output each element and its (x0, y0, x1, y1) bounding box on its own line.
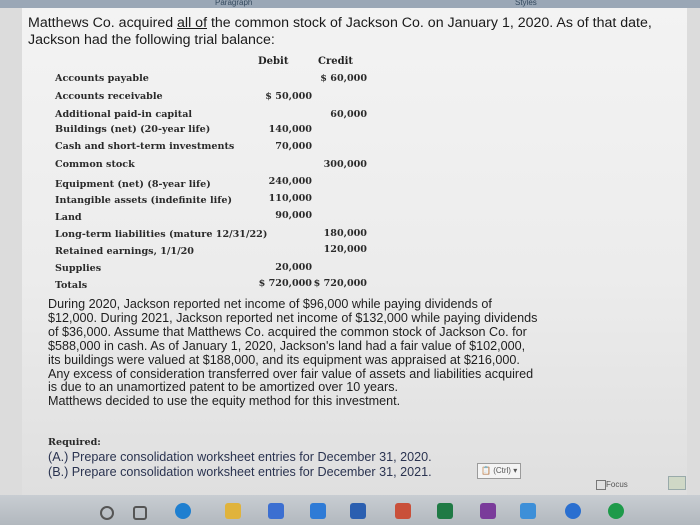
ribbon-edge (0, 0, 700, 8)
view-layout-icon[interactable] (668, 476, 686, 490)
taskbar (0, 495, 700, 525)
credit-header: Credit (318, 56, 353, 67)
chrome-icon[interactable] (608, 503, 624, 519)
clipboard-icon: 📋 (481, 466, 491, 475)
powerpoint-icon[interactable] (395, 503, 411, 519)
onenote-icon[interactable] (480, 503, 496, 519)
mail-icon[interactable] (310, 503, 326, 519)
explorer-icon[interactable] (225, 503, 241, 519)
chevron-down-icon: ▾ (513, 466, 518, 475)
focus-icon (596, 480, 606, 490)
required-item-b: (B.) Prepare consolidation worksheet entries for December 31, 2021. (48, 465, 432, 479)
photos-icon[interactable] (520, 503, 536, 519)
edge-icon[interactable] (175, 503, 191, 519)
focus-button[interactable]: Focus (606, 480, 628, 489)
excel-icon[interactable] (437, 503, 453, 519)
required-item-a: (A.) Prepare consolidation worksheet entries for December 31, 2020. (48, 450, 432, 464)
ribbon-group-label-right: Styles (515, 0, 537, 7)
debit-header: Debit (258, 56, 289, 67)
task-view-icon[interactable] (133, 506, 147, 520)
paste-options-button[interactable]: 📋 (Ctrl) ▾ (477, 463, 521, 479)
required-label: Required: (48, 437, 101, 448)
problem-heading: Matthews Co. acquired all of the common stock of Jackson Co. on January 1, 2020. As of that date, Jackson had the following trial balance: (28, 15, 652, 48)
problem-paragraph: During 2020, Jackson reported net income of $96,000 while paying dividends of $12,000. During 2021, Jackson reported net income of $132,000 while paying dividends of $36,000. Assume that Matthews Co. acquired the common stock of Jackson Co. for $588,000 in cash. As of January 1, 2020, Jackson's land had a fair value of $102,000, its buildings were valued at $188,000, and its equipment was appraised at $216,000. Any excess of consideration transferred over fair value of assets and liabilities acquired is due to an unamortized patent to be amortized over 10 years. Matthews decided to use the equity method for this investment. (48, 297, 538, 409)
word-icon[interactable] (350, 503, 366, 519)
ribbon-group-label: Paragraph (215, 0, 253, 7)
search-icon[interactable] (100, 506, 114, 520)
settings-icon[interactable] (565, 503, 581, 519)
store-icon[interactable] (268, 503, 284, 519)
